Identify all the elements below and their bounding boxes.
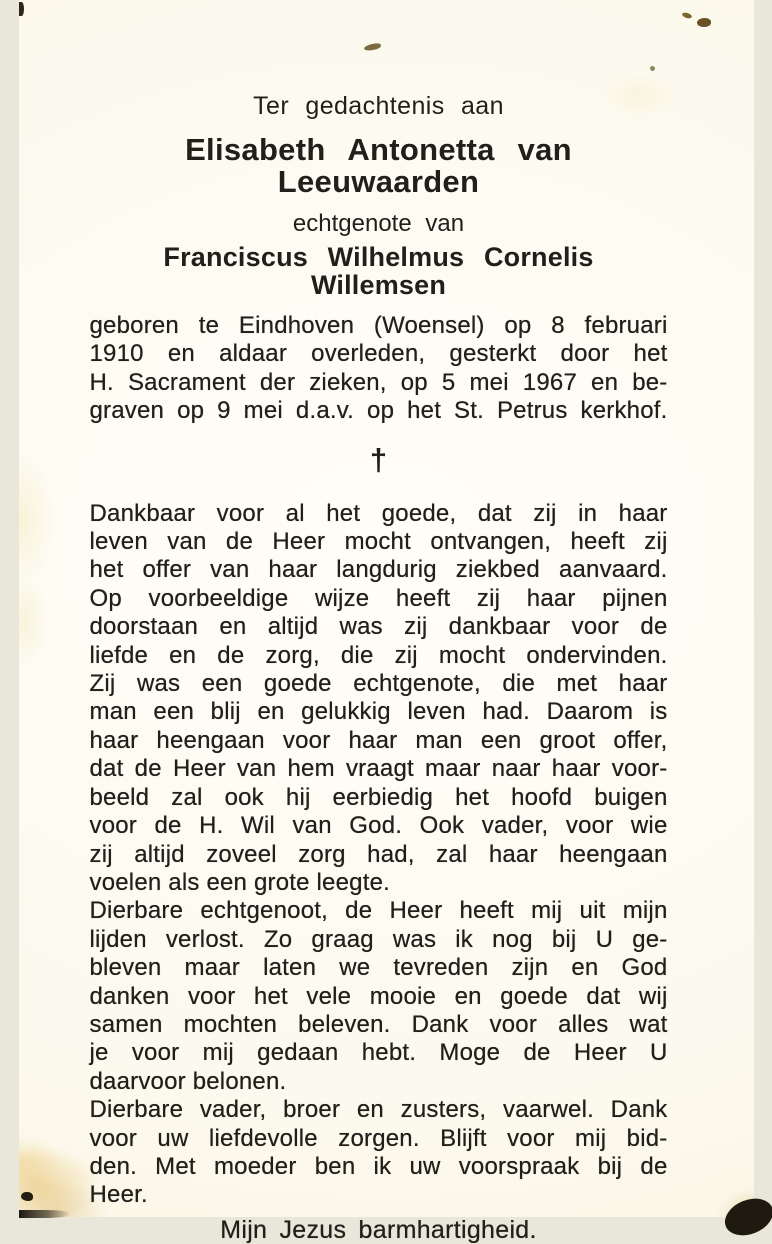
- text-line: Zij was een goede echtgenote, die met haar: [89, 670, 668, 698]
- memorial-text-paragraph: [90, 500, 668, 1210]
- text-line: geboren te Eindhoven (Woensel) op 8 februari: [89, 312, 668, 339]
- card-content: [19, 0, 754, 1244]
- text-line: haar heengaan voor haar man een groot offer,: [89, 726, 668, 754]
- deceased-name: Elisabeth Antonetta van Leeuwaarden: [185, 132, 572, 199]
- text-line: het offer van haar langdurig ziekbed aanvaard.: [89, 556, 668, 584]
- text-line: dat de Heer van hem vraagt maar naar haar voor-: [89, 755, 668, 783]
- text-line: Op voorbeeldige wijze heeft zij haar pijnen: [89, 584, 668, 612]
- text-line: daarvoor belonen.: [89, 1067, 287, 1095]
- text-line: beeld zal ook hij eerbiedig het hoofd buigen: [89, 783, 668, 811]
- text-line: Dankbaar voor al het goede, dat zij in haar: [89, 499, 668, 527]
- text-line: 1910 en aldaar overleden, gesterkt door het: [89, 340, 668, 368]
- text-line: graven op 9 mei d.a.v. op het St. Petrus kerkhof.: [89, 397, 668, 425]
- text-line: Heer.: [89, 1181, 148, 1209]
- text-line: den. Met moeder ben ik uw voorspraak bij de: [89, 1152, 668, 1180]
- relation-line: echtgenote van: [292, 210, 465, 237]
- memorial-card: [19, 0, 754, 1244]
- text-line: danken voor het vele mooie en goede dat wij: [89, 982, 668, 1010]
- text-line: voor de H. Wil van God. Ook vader, voor wie: [89, 812, 668, 840]
- text-line: je voor mij gedaan hebt. Moge de Heer U: [89, 1039, 668, 1067]
- text-line: man een blij en gelukkig leven had. Daarom is: [89, 698, 668, 726]
- text-line: lijden verlost. Zo graag was ik nog bij U ge-: [89, 925, 668, 953]
- text-line: leven van de Heer mocht ontvangen, heeft zij: [89, 528, 668, 556]
- cross-symbol: †: [369, 441, 388, 477]
- life-dates-paragraph: [90, 312, 668, 426]
- text-line: Dierbare vader, broer en zusters, vaarwel. Dank: [89, 1096, 668, 1124]
- text-line: H. Sacrament der zieken, op 5 mei 1967 en be-: [89, 368, 668, 396]
- text-line: voelen als een grote leegte.: [89, 868, 390, 896]
- text-line: zij altijd zoveel zorg had, zal haar heengaan: [89, 840, 668, 868]
- text-line: doorstaan en altijd was zij dankbaar voor de: [89, 613, 668, 641]
- spouse-name: Franciscus Wilhelmus Cornelis Willemsen: [163, 242, 594, 300]
- text-line: voor uw liefdevolle zorgen. Blijft voor mij bid-: [89, 1124, 668, 1152]
- text-line: bleven maar laten we tevreden zijn en God: [89, 954, 668, 982]
- closing-prayer: Mijn Jezus barmhartigheid.: [220, 1215, 537, 1244]
- memorial-header: Ter gedachtenis aan: [253, 92, 504, 120]
- text-line: liefde en de zorg, die zij mocht ondervinden.: [89, 641, 668, 669]
- text-line: samen mochten beleven. Dank voor alles wat: [89, 1010, 668, 1038]
- text-line: Dierbare echtgenoot, de Heer heeft mij uit mijn: [89, 897, 668, 925]
